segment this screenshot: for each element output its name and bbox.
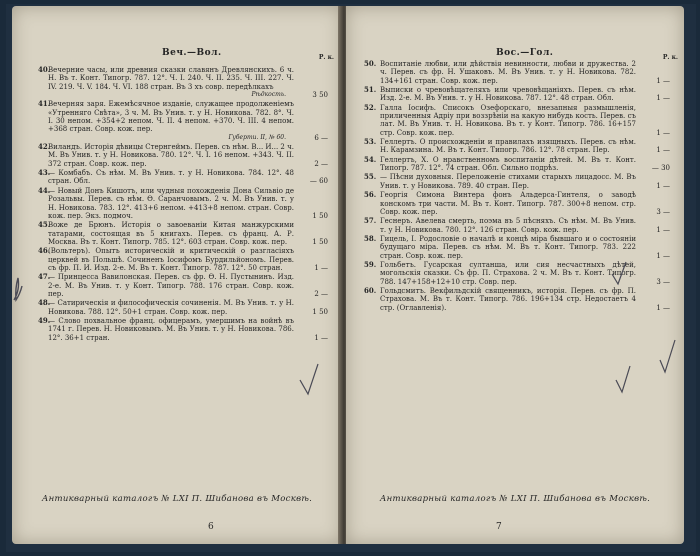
catalog-entry [12, 143, 342, 168]
page-number: 7 [496, 522, 502, 532]
catalog-entry [12, 100, 342, 142]
entry-number: 59. [364, 259, 377, 269]
catalog-entry [12, 66, 342, 99]
entry-price: 6 — [314, 133, 328, 142]
entry-text: — Принцесса Вавилонская. Перев. съ фр. Ѳ. Н. Пустынинъ. Изд. 2-е. М. Въ Унив. т. у Конт. Типогр. 788. 176 стран. Совр. кож. пер. [48, 273, 294, 298]
entry-price: 3 50 [312, 91, 328, 100]
running-head: Вос.—Гол. [496, 48, 554, 58]
catalog-entry [12, 299, 342, 316]
entry-number: 50. [364, 59, 377, 68]
entry-price: 2 — [314, 159, 328, 168]
entry-text: (Вольтеръ). Опытъ историческій и критическій о разгласіяхъ церквей въ Польшѣ. Сочиненъ Іосифомъ Бурдильйономъ. Перев. съ фр. П. И. Изд. 2-е. М. Въ т. Конт. Типогр. 787. 12°. 50 стран. [48, 247, 294, 272]
entry-number: 58. [364, 233, 377, 243]
entry-number: 53. [364, 137, 377, 147]
entry-number: 51. [364, 85, 377, 95]
entry-text: — Новый Донъ Кишотъ, или чудныя похожденія Дона Сильвіо де Розальвы. Перев. съ нѣм. Ѳ. Саранчовымъ. 2 ч. М. Въ Унив. т. у Н. Новикова. 783. 12°. 413+6 непом. +413+8 непом. стран. Совр. кож. пер. Экз. подмоч. [48, 186, 294, 220]
entry-text: Воспитаніе любви, или дѣйствія невинности, любви и дружества. 2 ч. Перев. съ фр. Н. Ушаковъ. М. Въ Унив. т. у Н. Новикова. 782. 134+161 стран. Совр. кож. пер. [380, 60, 636, 85]
entry-text: — Слово похвальное франц. офицерамъ, умершимъ на войнѣ въ 1741 г. Перев. Н. Новиковымъ. М. Въ Унив. т. у Н. Новикова. 786. 12°. 36+1 стран. [48, 316, 294, 342]
entry-note: Губерти. II, № 60. [228, 133, 286, 141]
entry-note: Рѣдкость. [251, 91, 286, 99]
entry-price: 1 — [314, 333, 328, 342]
entry-text: Геснеръ. Авелева смерть, поэма въ 5 пѣсняхъ. Съ нѣм. М. Въ Унив. т. у Н. Новикова. 780. 12°. 126 стран. Совр. кож. пер. [380, 217, 636, 234]
running-head: Веч.—Вол. [162, 48, 222, 58]
column-header: Р. к. [318, 54, 334, 61]
entry-number: 49. [38, 315, 51, 325]
entry-number: 56. [364, 190, 377, 200]
entry-number: 44. [38, 185, 51, 195]
catalog-entry [346, 104, 684, 137]
page-footer: Антикварный каталогъ № LXI П. Шибанова въ Москвѣ. [379, 494, 651, 504]
catalog-entry [12, 169, 342, 186]
entry-number: 43. [38, 168, 51, 178]
catalog-entry [346, 173, 684, 190]
entry-text: Вечерние часы, или древния сказки славянъ Древлянскихъ. 6 ч. Н. Въ т. Конт. Типогр. 787. 12°. Ч. I. 240. Ч. II. 235. Ч. III. 227. Ч. IV. 219. Ч. V. 184. Ч. VI. 188 стран. Въ 3 хъ совр. передѣлкахъ [48, 66, 294, 91]
entry-list [12, 66, 342, 343]
catalog-entry [346, 138, 684, 155]
entry-text: Гольдсмитъ. Векфильдскій священникъ, исторія. Перев. съ фр. П. Страхова. М. Въ т. Конт. Типогр. 786. 196+134 стр. Недостаетъ 4 стр. (Оглавленія). [380, 286, 636, 312]
left-page [12, 6, 342, 544]
entry-number: 55. [364, 172, 377, 182]
entry-price: 1 — [656, 128, 670, 137]
entry-number: 41. [38, 99, 51, 109]
entry-text: — Сатирическія и философическія сочиненія. М. Въ Унив. т. у Н. Новикова. 788. 12°. 50+1 стран. Совр. кож. пер. [48, 299, 294, 316]
entry-number: 57. [364, 216, 377, 226]
entry-list [346, 60, 684, 313]
entry-price: 3 — [656, 277, 670, 286]
catalog-entry [346, 156, 684, 173]
entry-text: — Пѣсни духовныя. Переложеніе стихами старыхъ лицадосс. М. Въ Унив. т. у Новикова. 789. 40 стран. Пер. [380, 173, 636, 190]
entry-text: Геллертъ, Х. О нравственномъ воспитаніи дѣтей. М. Въ т. Конт. Типогр. 787. 12°. 74 стран. Обл. Сильно подрѣз. [380, 155, 636, 173]
entry-number: 54. [364, 154, 377, 164]
entry-price: 1 50 [312, 211, 328, 220]
entry-number: 52. [364, 102, 377, 112]
entry-price: — 30 [651, 164, 670, 173]
catalog-entry [346, 191, 684, 216]
entry-text: Выписки о чревовѣщателяхъ или чревовѣщаніяхъ. Перев. съ нѣм. Изд. 2-е. М. Въ Унив. т. у Н. Новикова. 787. 12°. 48 стран. Обл. [380, 86, 636, 103]
catalog-entry [12, 187, 342, 220]
entry-price: — 60 [309, 177, 328, 186]
entry-text: Галла Іосифъ. Списокъ Озефорскаго, внезапныя размышленія, приличенныя Адріу при воззрѣніи на какую нибудь кость. Перев. съ лат. М. Въ Унив. т. Н. Новикова. Въ т. у Конт. Типогр. 786. 16+157 стр. Совр. кож. пер. [380, 103, 636, 137]
entry-text: Георгія Симона Винтера фонъ Альдерса-Гинтеля, о заводѣ конскомъ три части. М. Въ т. Конт. Типогр. 787. 300+8 непом. стр. Совр. кож. пер. [380, 191, 636, 216]
entry-price: 1 — [656, 251, 670, 260]
catalog-entry [346, 217, 684, 234]
entry-text: Геллертъ. О происхожденіи и правилахъ изящныхъ. Перев. съ нѣм. Н. Карамзина. М. Въ т. Конт. Типогр. 786. 12°. 78 стран. Пер. [380, 138, 636, 155]
page-number: 6 [208, 522, 214, 532]
catalog-entry [12, 273, 342, 298]
entry-text: Гицель, І. Родословіе о началѣ и концѣ міра бывшаго и о состояніи будущаго міра. Перев. съ нѣм. М. Въ т. Конт. Типогр. 783. 222 стран. Совр. кож. пер. [380, 234, 636, 260]
entry-price: 1 — [656, 225, 670, 234]
entry-price: 1 — [314, 263, 328, 272]
entry-price: 1 — [656, 146, 670, 155]
entry-text: — Комбабъ. Съ нѣм. М. Въ Унив. т. у Н. Новикова. 784. 12°. 48 стран. Обл. [48, 169, 294, 186]
catalog-entry [12, 247, 342, 272]
catalog-entry [346, 86, 684, 103]
catalog-entry [346, 235, 684, 260]
entry-price: 1 — [656, 303, 670, 312]
entry-text: Гольбетъ. Гусарская султанша, или сия несчастныхъ дѣтей, могольскія сказки. Съ фр. П. Страхова. 2 ч. М. Въ т. Конт. Типогр. 788. 147+158+12+10 стр. Совр. пер. [380, 260, 636, 286]
right-page [346, 6, 684, 544]
entry-text: Виландъ. Исторія дѣвицы Стернгеймъ. Перев. съ нѣм. В... И... 2 ч. М. Въ Унив. т. у Н. Новикова. 780. 12°. Ч. I. 16 непом. +343. Ч. II. 372 стран. Совр. кож. пер. [48, 143, 294, 168]
entry-number: 40. [38, 65, 51, 74]
entry-text: Вечерняя заря. Ежемѣсячное изданіе, служащее продолженіемъ «Утренняго Свѣта», 3 ч. М. Въ Унив. т. у Н. Новикова. 782. 8°. Ч. I. 30 непом. +354+2 непом. Ч. II. 4 непом. +370. Ч. III. 4 непом. +368 стран. Совр. кож. пер. [48, 100, 294, 134]
entry-number: 60. [364, 285, 377, 295]
entry-text: Воже де Брюнъ. Исторія о завоеваніи Китая манжурскими татарами, состоящая въ 5 книгахъ. Перев. съ франц. А. Р. Москва. Въ т. Конт. Типогр. 785. 12°. 603 стран. Совр. кож. пер. [48, 221, 294, 246]
catalog-entry [346, 60, 684, 85]
catalog-entry [346, 261, 684, 286]
entry-price: 1 — [656, 94, 670, 103]
column-header: Р. к. [662, 54, 678, 61]
entry-number: 46. [38, 246, 51, 256]
catalog-entry [12, 317, 342, 342]
entry-price: 1 — [656, 181, 670, 190]
entry-number: 42. [38, 142, 51, 152]
entry-number: 47. [38, 272, 51, 282]
entry-price: 3 — [656, 207, 670, 216]
catalog-entry [346, 287, 684, 312]
entry-number: 48. [38, 298, 51, 308]
page-footer: Антикварный каталогъ № LXI П. Шибанова въ Москвѣ. [41, 494, 313, 504]
entry-price: 1 — [656, 76, 670, 85]
entry-price: 1 50 [312, 307, 328, 316]
entry-number: 45. [38, 220, 51, 230]
entry-price: 1 50 [312, 237, 328, 246]
entry-price: 2 — [314, 289, 328, 298]
catalog-entry [12, 221, 342, 246]
